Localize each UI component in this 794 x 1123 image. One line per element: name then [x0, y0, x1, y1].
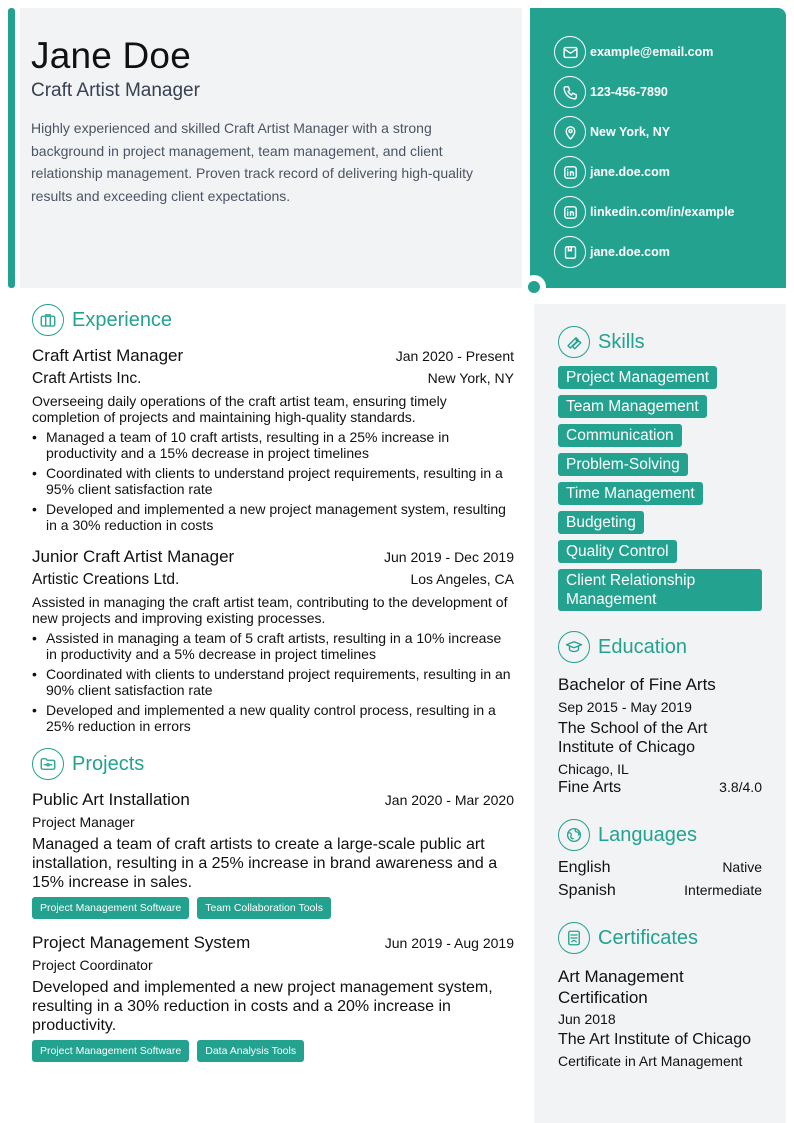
projects-title: Projects — [72, 752, 145, 775]
bullet-item: • Coordinated with clients to understand project requirements, resulting in an 90% client satisfaction rate — [32, 666, 514, 698]
skills-header — [558, 326, 762, 358]
certificate-icon — [558, 922, 590, 954]
project-tag: Project Management Software — [32, 897, 189, 919]
skill-tag: Project Management — [558, 366, 717, 389]
job-entry — [32, 547, 514, 734]
portfolio-icon — [554, 236, 586, 268]
project-role: Project Manager — [32, 814, 135, 830]
project-role: Project Coordinator — [32, 957, 153, 973]
education-gpa: 3.8/4.0 — [719, 779, 762, 795]
language-level: Intermediate — [684, 882, 762, 898]
education-dates: Sep 2015 - May 2019 — [558, 699, 692, 715]
project-tag: Data Analysis Tools — [197, 1040, 304, 1062]
contact-panel — [530, 8, 786, 288]
folder-icon — [32, 748, 64, 780]
contact-email[interactable] — [554, 32, 786, 72]
name: Jane Doe — [31, 35, 191, 76]
education-title: Education — [598, 635, 687, 658]
contact-linkedin[interactable] — [554, 192, 786, 232]
wrench-icon — [558, 326, 590, 358]
certificates-header — [558, 922, 762, 954]
briefcase-icon — [32, 304, 64, 336]
skill-tag: Quality Control — [558, 540, 677, 563]
job-entry — [32, 346, 514, 533]
certificates-title: Certificates — [598, 926, 699, 949]
skill-tag: Client Relationship Management — [558, 569, 762, 611]
experience-title: Experience — [72, 308, 173, 331]
project-name: Project Management System — [32, 933, 251, 952]
map-pin-icon — [554, 116, 586, 148]
graduation-cap-icon — [558, 631, 590, 663]
project-name: Public Art Installation — [32, 790, 190, 809]
bullet-item: • Assisted in managing a team of 5 craft artists, resulting in a 10% increase in productivity and a 5% decrease in project timelines — [32, 630, 514, 662]
education-field: Fine Arts — [558, 779, 622, 796]
portfolio-text: jane.doe.com — [590, 245, 670, 259]
project-dates: Jan 2020 - Mar 2020 — [384, 792, 514, 808]
skill-tag: Communication — [558, 424, 682, 447]
education-degree: Bachelor of Fine Arts — [558, 675, 716, 694]
job-entry-dates: Jan 2020 - Present — [395, 348, 514, 364]
skill-tag: Budgeting — [558, 511, 644, 534]
project-tag: Team Collaboration Tools — [197, 897, 331, 919]
education-header — [558, 631, 762, 663]
sidebar — [534, 304, 786, 1123]
project-entry — [32, 790, 514, 919]
language-row — [558, 882, 762, 900]
education-school: The School of the Art Institute of Chicago — [558, 720, 708, 756]
certificate-type: Certificate in Art Management — [558, 1053, 743, 1069]
job-entry-company: Artistic Creations Ltd. — [32, 571, 180, 588]
skill-tag: Team Management — [558, 395, 707, 418]
job-entry-title: Craft Artist Manager — [32, 346, 184, 365]
job-entry-title: Junior Craft Artist Manager — [32, 547, 235, 566]
project-tags — [32, 897, 514, 919]
project-dates: Jun 2019 - Aug 2019 — [384, 935, 514, 951]
job-entry-description: Overseeing daily operations of the craft artist team, ensuring timely completion of projects and maintaining high-quality standards. — [32, 393, 447, 425]
project-description: Developed and implemented a new project management system, resulting in a 30% reduction in costs and a 20% increase in productivity. — [32, 979, 493, 1034]
education-city: Chicago, IL — [558, 761, 629, 777]
main-column — [32, 304, 514, 1062]
contact-location — [554, 112, 786, 152]
website-text: jane.doe.com — [590, 165, 670, 179]
language-row — [558, 859, 762, 877]
job-entry-bullets — [32, 630, 514, 734]
projects-header — [32, 748, 514, 780]
job-entry-company: Craft Artists Inc. — [32, 370, 142, 387]
phone-icon — [554, 76, 586, 108]
contact-phone[interactable] — [554, 72, 786, 112]
job-entry-location: Los Angeles, CA — [410, 571, 514, 587]
certificate-issuer: The Art Institute of Chicago — [558, 1031, 751, 1048]
languages-title: Languages — [598, 823, 697, 846]
skill-tag: Problem-Solving — [558, 453, 688, 476]
skill-tag: Time Management — [558, 482, 703, 505]
timeline-dot — [528, 281, 540, 293]
linkedin-icon — [554, 196, 586, 228]
job-entry-location: New York, NY — [427, 370, 514, 386]
job-entry-description: Assisted in managing the craft artist team, contributing to the development of new projects and improving existing processes. — [32, 594, 508, 626]
job-entry-bullets — [32, 429, 514, 533]
contact-website[interactable] — [554, 152, 786, 192]
project-entry — [32, 933, 514, 1062]
experience-header — [32, 304, 514, 336]
skills-list — [558, 366, 762, 617]
certificate-name: Art Management Certification — [558, 967, 684, 1007]
project-tag: Project Management Software — [32, 1040, 189, 1062]
phone-text: 123-456-7890 — [590, 85, 668, 99]
email-icon — [554, 36, 586, 68]
bullet-item: • Developed and implemented a new project management system, resulting in a 30% reduction in costs — [32, 501, 514, 533]
linkedin-icon — [554, 156, 586, 188]
header — [20, 8, 522, 288]
linkedin-text: linkedin.com/in/example — [590, 205, 735, 219]
contact-portfolio[interactable] — [554, 232, 786, 272]
project-description: Managed a team of craft artists to create a large-scale public art installation, resulting in a 25% increase in brand awareness and a 15% increase in sales. — [32, 836, 498, 891]
certificate-date: Jun 2018 — [558, 1011, 616, 1027]
education-field-row — [558, 779, 762, 797]
accent-bar — [8, 8, 15, 288]
language-name: English — [558, 859, 611, 876]
language-name: Spanish — [558, 882, 616, 899]
job-entry-dates: Jun 2019 - Dec 2019 — [384, 549, 514, 565]
job-title: Craft Artist Manager — [31, 80, 200, 101]
location-text: New York, NY — [590, 125, 671, 139]
bullet-item: • Developed and implemented a new quality control process, resulting in a 25% reduction in errors — [32, 702, 514, 734]
language-level: Native — [722, 859, 762, 875]
globe-icon — [558, 819, 590, 851]
bullet-item: • Managed a team of 10 craft artists, resulting in a 25% increase in productivity and a 15% decrease in project timelines — [32, 429, 514, 461]
skills-title: Skills — [598, 330, 645, 353]
languages-header — [558, 819, 762, 851]
email-text: example@email.com — [590, 45, 714, 59]
summary: Highly experienced and skilled Craft Artist Manager with a strong background in project management, team management, and client relationship management. Proven track record of delivering high-quality results and exceeding client expectations. — [31, 120, 474, 204]
bullet-item: • Coordinated with clients to understand project requirements, resulting in a 95% client satisfaction rate — [32, 465, 514, 497]
project-tags — [32, 1040, 514, 1062]
